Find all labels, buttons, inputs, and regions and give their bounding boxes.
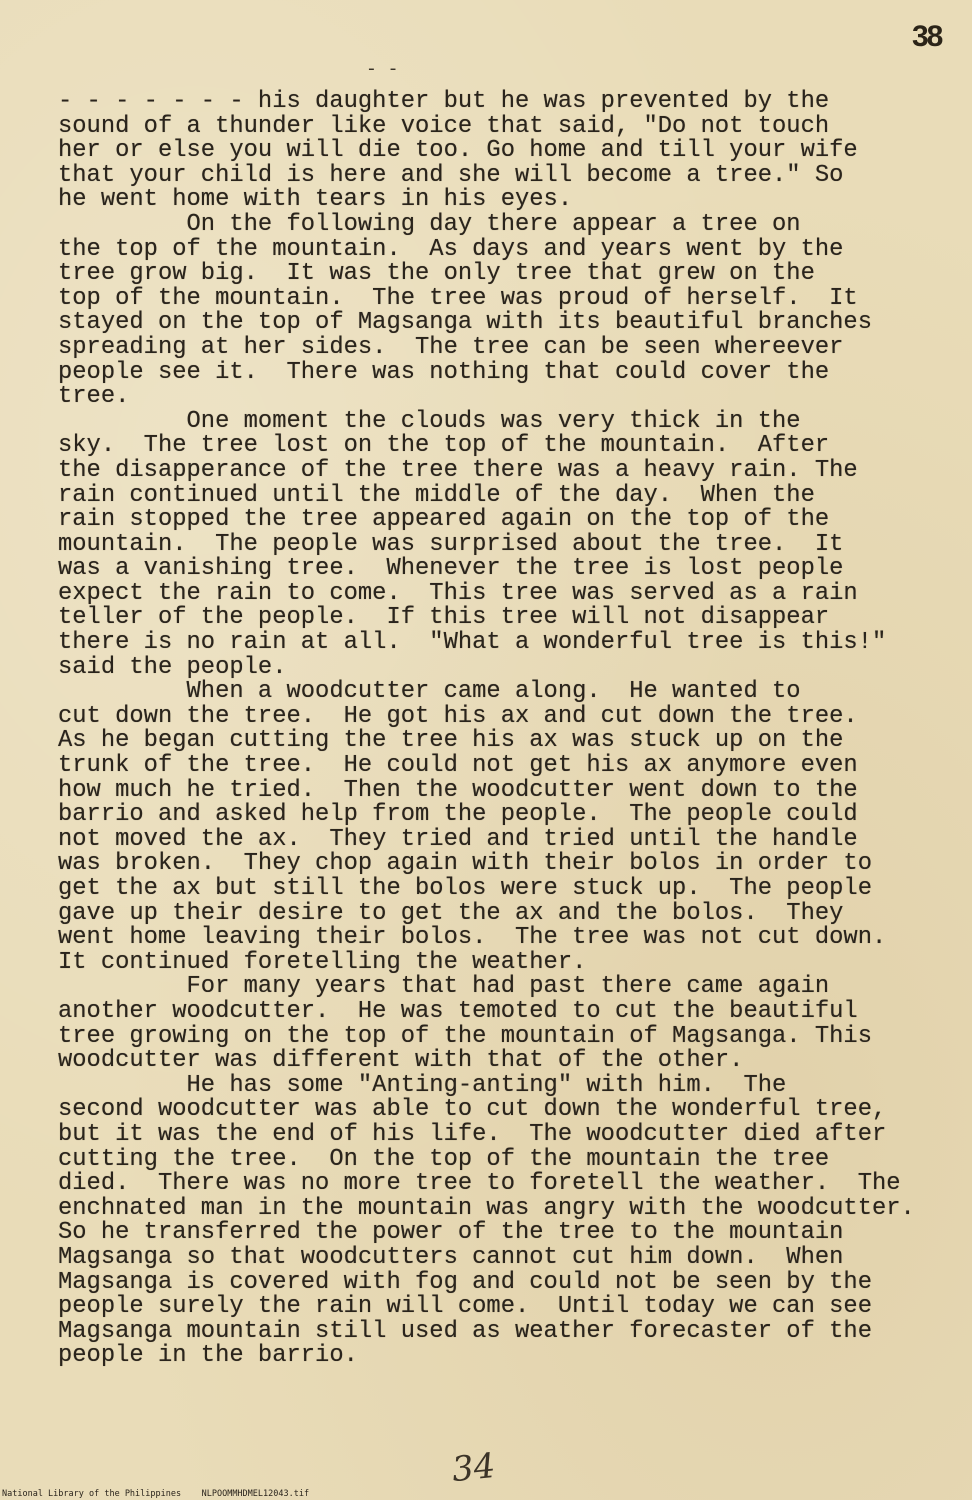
text-line: It continued foretelling the weather. bbox=[58, 948, 587, 976]
text-line: another woodcutter. He was temoted to cut the beautiful bbox=[58, 997, 858, 1025]
text-line: how much he tried. Then the woodcutter went down to the bbox=[58, 776, 858, 804]
text-line: gave up their desire to get the ax and the bolos. They bbox=[58, 899, 844, 927]
text-line: rain continued until the middle of the day. When the bbox=[58, 481, 815, 509]
text-line: When a woodcutter came along. He wanted to bbox=[58, 678, 801, 706]
text-line: Magsanga is covered with fog and could not be seen by the bbox=[58, 1268, 872, 1296]
text-line: not moved the ax. They tried and tried until the handle bbox=[58, 825, 858, 853]
text-line: people surely the rain will come. Until today we can see bbox=[58, 1293, 872, 1321]
footer-library: National Library of the Philippines bbox=[2, 1489, 182, 1499]
text-line: he went home with tears in his eyes. bbox=[58, 186, 573, 214]
text-line: sky. The tree lost on the top of the mountain. After bbox=[58, 432, 830, 460]
text-line: top of the mountain. The tree was proud of herself. It bbox=[58, 284, 858, 312]
text-line: the disapperance of the tree there was a heavy rain. The bbox=[58, 456, 858, 484]
footer-source-line bbox=[2, 1489, 309, 1499]
text-line: was broken. They chop again with their bolos in order to bbox=[58, 850, 872, 878]
text-line: cut down the tree. He got his ax and cut down the tree. bbox=[58, 702, 858, 730]
text-line: that your child is here and she will become a tree." So bbox=[58, 161, 844, 189]
text-line: people in the barrio. bbox=[58, 1342, 358, 1370]
text-line: enchnated man in the mountain was angry with the woodcutter. bbox=[58, 1194, 915, 1222]
text-line: trunk of the tree. He could not get his ax anymore even bbox=[58, 752, 858, 780]
text-line: but it was the end of his life. The woodcutter died after bbox=[58, 1120, 887, 1148]
text-line: cutting the tree. On the top of the mountain the tree bbox=[58, 1145, 830, 1173]
text-line: He has some "Anting-anting" with him. The bbox=[58, 1071, 787, 1099]
text-line: As he began cutting the tree his ax was stuck up on the bbox=[58, 727, 844, 755]
text-line: Magsanga mountain still used as weather forecaster of the bbox=[58, 1317, 872, 1345]
text-line: teller of the people. If this tree will not disappear bbox=[58, 604, 830, 632]
text-line: expect the rain to come. This tree was served as a rain bbox=[58, 579, 858, 607]
text-line: people see it. There was nothing that could cover the bbox=[58, 358, 830, 386]
text-line: spreading at her sides. The tree can be seen whereever bbox=[58, 333, 844, 361]
text-line: tree grow big. It was the only tree that grew on the bbox=[58, 260, 815, 288]
page-number-top: 38 bbox=[912, 20, 942, 53]
text-line: get the ax but still the bolos were stuck up. The people bbox=[58, 875, 872, 902]
text-line: - - - - - - - his daughter but he was prevented by the bbox=[58, 88, 830, 115]
text-line: mountain. The people was surprised about the tree. It bbox=[58, 530, 844, 558]
top-dash-mark: - - bbox=[366, 60, 399, 80]
text-line: For many years that had past there came again bbox=[58, 973, 830, 1001]
text-line: said the people. bbox=[58, 653, 287, 681]
text-line: went home leaving their bolos. The tree was not cut down. bbox=[58, 924, 887, 952]
text-line: second woodcutter was able to cut down the wonderful tree, bbox=[58, 1096, 887, 1124]
text-line: her or else you will die too. Go home and till your wife bbox=[58, 137, 858, 165]
text-line: One moment the clouds was very thick in the bbox=[58, 407, 801, 435]
page-number-bottom: 34 bbox=[450, 1445, 498, 1491]
text-line: woodcutter was different with that of the other. bbox=[58, 1047, 744, 1075]
text-line: the top of the mountain. As days and years went by the bbox=[58, 235, 844, 263]
text-line: rain stopped the tree appeared again on the top of the bbox=[58, 506, 830, 534]
text-line: So he transferred the power of the tree to the mountain bbox=[58, 1219, 844, 1247]
text-line: was a vanishing tree. Whenever the tree is lost people bbox=[58, 555, 844, 583]
text-line: Magsanga so that woodcutters cannot cut him down. When bbox=[58, 1243, 844, 1271]
typed-body-text bbox=[58, 90, 948, 1369]
text-line: sound of a thunder like voice that said, "Do not touch bbox=[58, 112, 830, 140]
footer-filename: NLPOOMMHDMEL12043.tif bbox=[201, 1489, 310, 1499]
text-line: tree growing on the top of the mountain of Magsanga. This bbox=[58, 1022, 872, 1050]
text-line: tree. bbox=[58, 383, 130, 411]
text-line: there is no rain at all. "What a wonderful tree is this!" bbox=[58, 629, 887, 657]
text-line: stayed on the top of Magsanga with its beautiful branches bbox=[58, 309, 872, 337]
text-line: barrio and asked help from the people. The people could bbox=[58, 801, 858, 829]
text-line: On the following day there appear a tree on bbox=[58, 210, 801, 238]
text-line: died. There was no more tree to foretell the weather. The bbox=[58, 1170, 901, 1198]
